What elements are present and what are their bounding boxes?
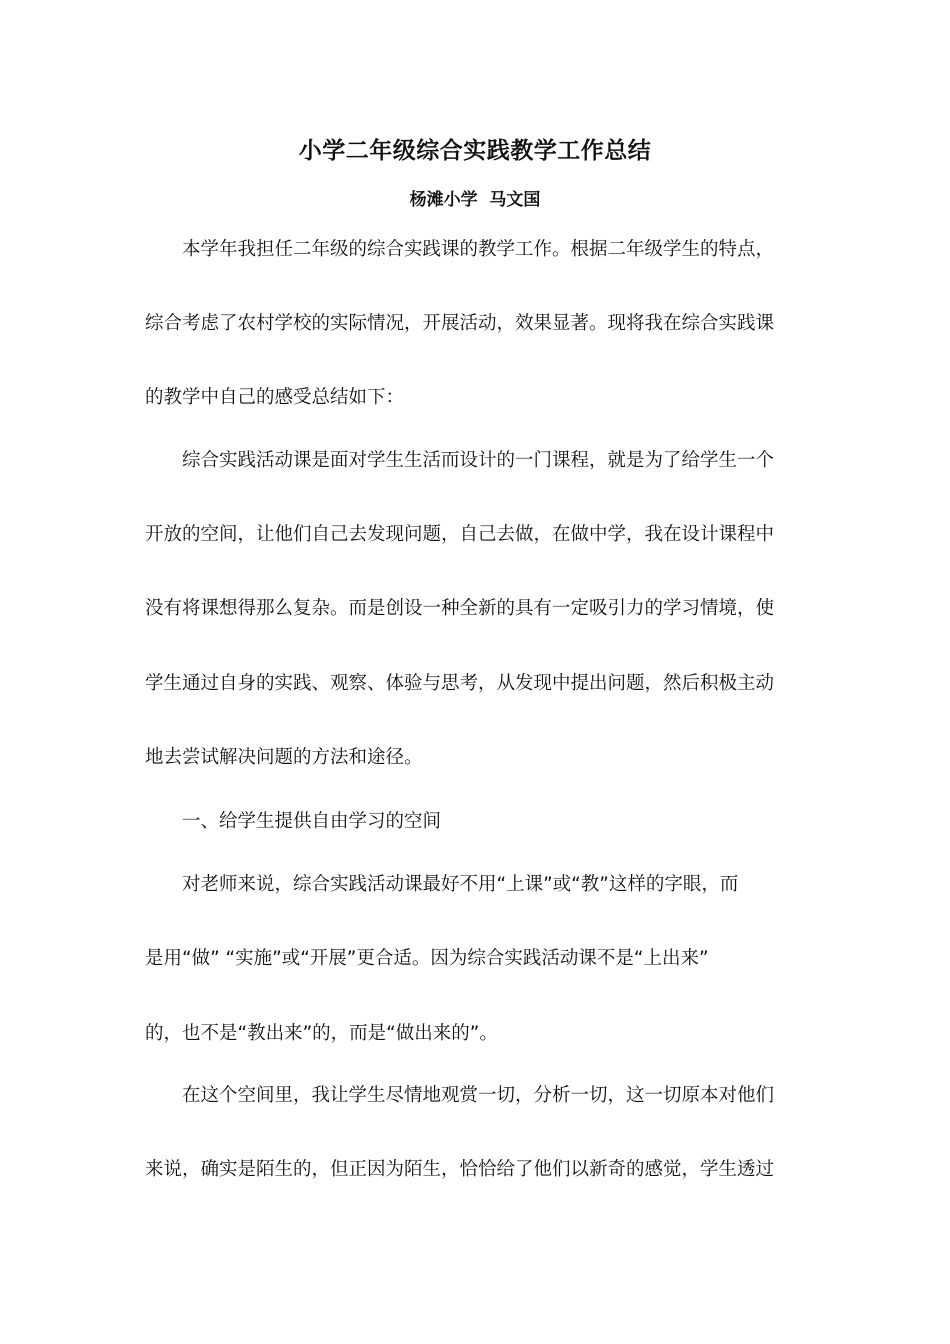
paragraph-line: 的，也不是“教出来”的，而是“做出来的”。 [145, 1023, 498, 1044]
paragraph-line: 的教学中自己的感受总结如下： [145, 387, 405, 408]
paragraph-line: 本学年我担任二年级的综合实践课的教学工作。根据二年级学生的特点， [182, 239, 775, 260]
paragraph-line: 在这个空间里，我让学生尽情地观赏一切，分析一切，这一切原本对他们 [182, 1085, 775, 1106]
paragraph-line: 综合实践活动课是面对学生生活而设计的一门课程，就是为了给学生一个 [182, 450, 775, 471]
paragraph-line: 学生通过自身的实践、观察、体验与思考，从发现中提出问题，然后积极主动 [145, 673, 775, 694]
paragraph-line: 是用“做” “实施”或“开展”更合适。因为综合实践活动课不是“上出来” [145, 948, 709, 969]
paragraph-line: 地去尝试解决问题的方法和途径。 [145, 747, 423, 768]
section-heading: 一、给学生提供自由学习的空间 [182, 811, 442, 832]
paragraph-line: 没有将课想得那么复杂。而是创设一种全新的具有一定吸引力的学习情境，使 [145, 598, 775, 619]
paragraph-line: 开放的空间，让他们自己去发现问题，自己去做，在做中学，我在设计课程中 [145, 524, 775, 545]
paragraph-line: 来说，确实是陌生的，但正因为陌生，恰恰给了他们以新奇的感觉，学生透过 [145, 1159, 775, 1180]
paragraph-line: 对老师来说，综合实践活动课最好不用“上课”或“教”这样的字眼，而 [182, 874, 739, 895]
author-line: 杨滩小学 马文国 [409, 190, 541, 210]
document-title: 小学二年级综合实践教学工作总结 [298, 138, 652, 164]
paragraph-line: 综合考虑了农村学校的实际情况，开展活动，效果显著。现将我在综合实践课 [145, 313, 775, 334]
